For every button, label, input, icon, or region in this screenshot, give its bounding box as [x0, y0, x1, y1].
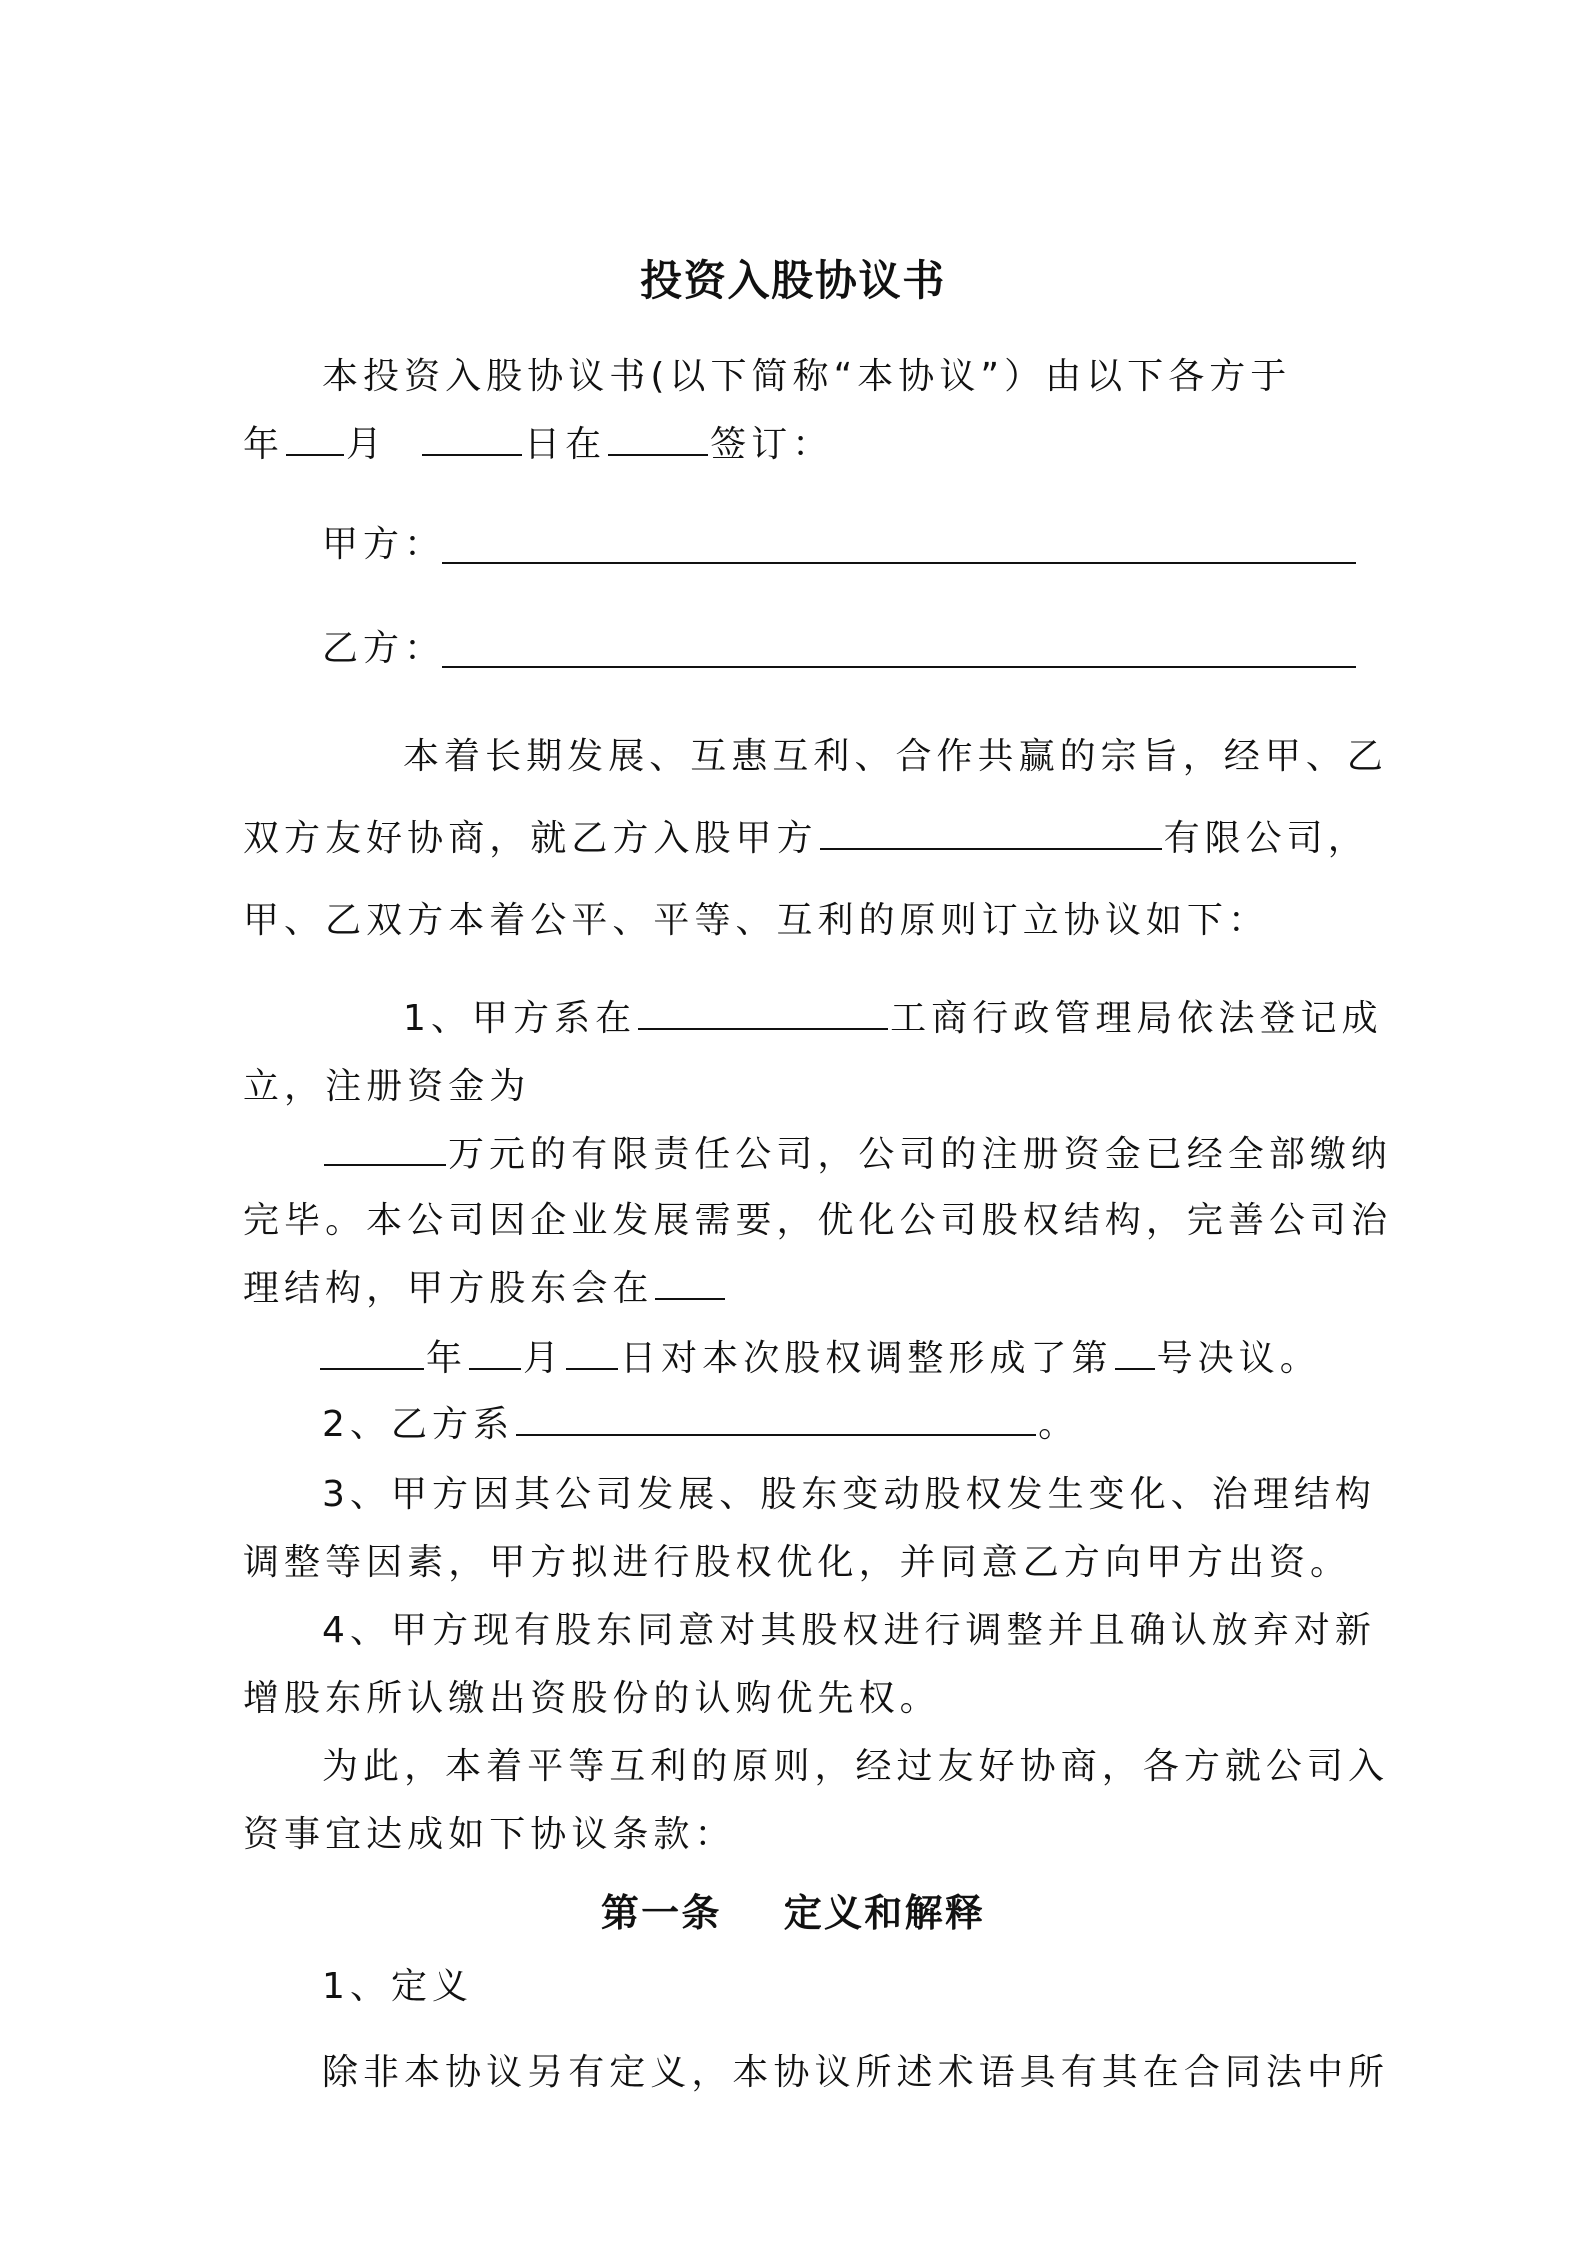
item1-line-6c: 日对本次股权调整形成了第 — [620, 1338, 1113, 1379]
item1-year-label: 年 — [426, 1338, 468, 1379]
item1-line-5-text: 理结构，甲方股东会在 — [243, 1268, 654, 1309]
intro-month-label: 月 — [346, 424, 388, 465]
resolution-year-blank[interactable] — [320, 1332, 424, 1370]
intro-day-label: 日在 — [524, 424, 607, 465]
item4-line-2: 增股东所认缴出资股份的认购优先权。 — [243, 1678, 941, 1719]
item2-text: 2、乙方系 — [322, 1404, 515, 1445]
resolution-day-blank[interactable] — [566, 1332, 618, 1370]
preamble-line-3: 甲、乙双方本着公平、平等、互利的原则订立协议如下： — [243, 900, 1270, 941]
resolution-month-blank[interactable] — [469, 1332, 521, 1370]
preamble-line-2a: 双方友好协商，就乙方入股甲方 — [243, 818, 818, 859]
article-1-heading: 第一条 定义和解释 — [600, 1891, 986, 1935]
item1-line-3 — [322, 1126, 1392, 1177]
item1-line-2: 立，注册资金为 — [243, 1066, 531, 1107]
item1-line-1b: 工商行政管理局依法登记成 — [890, 998, 1383, 1039]
item2-period: 。 — [1038, 1404, 1080, 1445]
party-b-blank[interactable] — [442, 666, 1356, 668]
article-1-sub-1: 1、定义 — [322, 1966, 474, 2007]
item1-line-1a: 1、甲方系在 — [403, 998, 637, 1039]
conclusion-line-1: 为此，本着平等互利的原则，经过友好协商，各方就公司入 — [322, 1746, 1390, 1787]
preamble-line-2b: 有限公司， — [1163, 818, 1369, 859]
item3-line-1: 3、甲方因其公司发展、股东变动股权发生变化、治理结构 — [322, 1474, 1376, 1515]
item1-line-6d: 号决议。 — [1156, 1338, 1321, 1379]
place-blank[interactable] — [608, 418, 708, 456]
intro-line-2 — [243, 416, 833, 467]
item1-line-1 — [403, 990, 1383, 1041]
document-title: 投资入股协议书 — [640, 256, 946, 305]
item1-line-5 — [243, 1260, 727, 1311]
day-blank[interactable] — [422, 418, 522, 456]
party-b-identity-blank[interactable] — [516, 1398, 1036, 1436]
preamble-line-1: 本着长期发展、互惠互利、合作共赢的宗旨，经甲、乙 — [403, 736, 1388, 777]
item1-line-3-text: 万元的有限责任公司，公司的注册资金已经全部缴纳 — [448, 1134, 1392, 1175]
resolution-number-blank[interactable] — [1115, 1332, 1155, 1370]
intro-signed-label: 签订： — [710, 424, 834, 465]
company-name-blank[interactable] — [820, 812, 1162, 850]
bureau-blank[interactable] — [638, 992, 888, 1030]
item2-line-1 — [322, 1396, 1079, 1447]
item1-line-4: 完毕。本公司因企业发展需要，优化公司股权结构，完善公司治 — [243, 1200, 1393, 1241]
meeting-blank[interactable] — [655, 1262, 725, 1300]
item1-line-6 — [318, 1330, 1321, 1381]
party-a-blank[interactable] — [442, 562, 1356, 564]
party-b-label: 乙方： — [322, 628, 446, 669]
preamble-line-2 — [243, 810, 1369, 861]
intro-year-label: 年 — [243, 424, 285, 465]
conclusion-line-2: 资事宜达成如下协议条款： — [243, 1814, 736, 1855]
article-1-text-1: 除非本协议另有定义，本协议所述术语具有其在合同法中所 — [322, 2052, 1390, 2093]
capital-blank[interactable] — [324, 1128, 446, 1166]
item4-line-1: 4、甲方现有股东同意对其股权进行调整并且确认放弃对新 — [322, 1610, 1376, 1651]
item1-month-label: 月 — [523, 1338, 565, 1379]
intro-line-1: 本投资入股协议书(以下简称“本协议”）由以下各方于 — [322, 356, 1292, 397]
party-a-label: 甲方： — [322, 524, 446, 565]
item3-line-2: 调整等因素，甲方拟进行股权优化，并同意乙方向甲方出资。 — [243, 1542, 1352, 1583]
year-blank[interactable] — [286, 418, 344, 456]
